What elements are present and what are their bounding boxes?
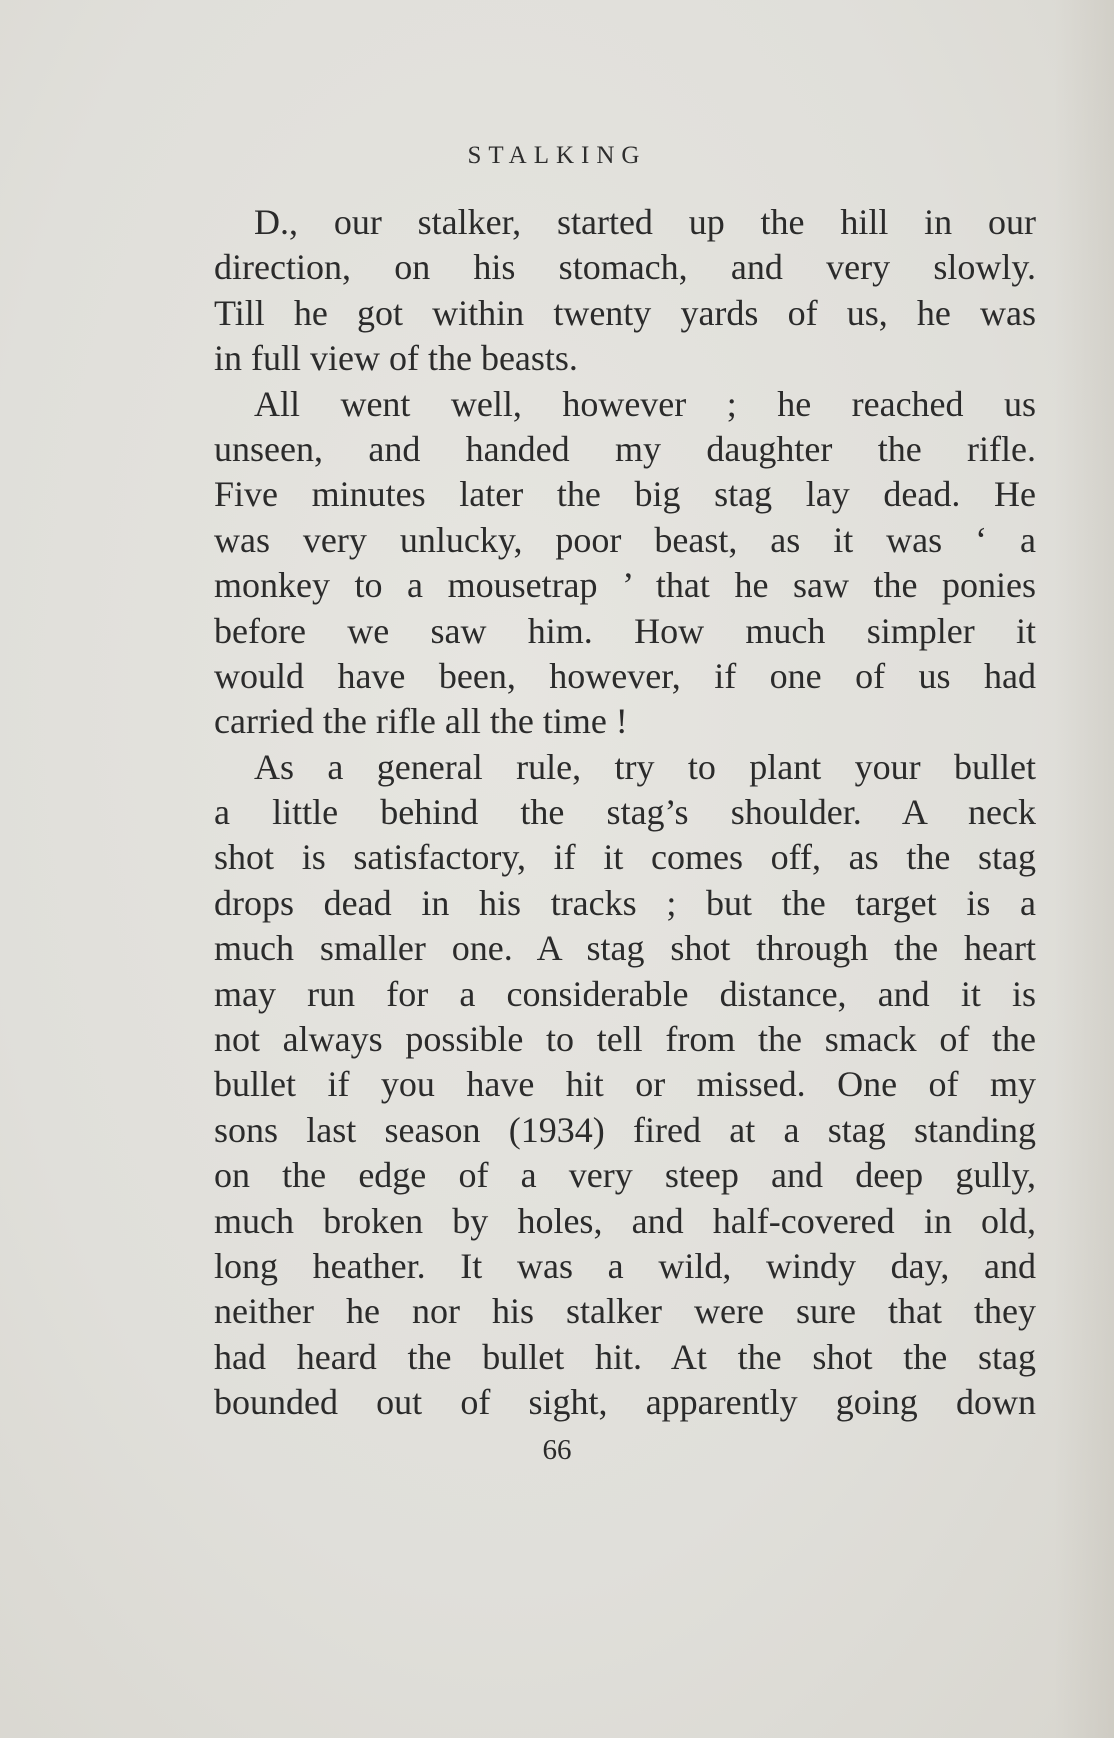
text-line: neither he nor his stalker were sure that they [214, 1291, 1036, 1332]
text-line: before we saw him. How much simpler it [214, 610, 1036, 651]
text-line: would have been, however, if one of us had [214, 655, 1036, 696]
page-edge-shadow [1054, 0, 1114, 1738]
text-line: As a general rule, try to plant your bullet [254, 746, 1036, 787]
text-line: D., our stalker, started up the hill in our [254, 202, 1036, 242]
text-line: sons last season (1934) fired at a stag standing [214, 1109, 1036, 1150]
body-text [214, 200, 1036, 1426]
running-head: STALKING [467, 142, 647, 169]
text-line: All went well, however ; he reached us [254, 383, 1036, 424]
paragraph-1 [214, 200, 1036, 382]
text-line: drops dead in his tracks ; but the target is a [214, 882, 1036, 923]
paragraph-2 [214, 382, 1036, 745]
text-line: Till he got within twenty yards of us, he was [214, 292, 1036, 333]
text-line: in full view of the beasts. [214, 338, 578, 379]
text-line: on the edge of a very steep and deep gully, [214, 1155, 1036, 1196]
paragraph-3 [214, 745, 1036, 1426]
text-line: had heard the bullet hit. At the shot the stag [214, 1336, 1036, 1377]
text-line: shot is satisfactory, if it comes off, as the stag [214, 837, 1036, 878]
text-line: monkey to a mousetrap ’ that he saw the ponies [214, 565, 1036, 606]
text-line: bounded out of sight, apparently going down [214, 1382, 1036, 1423]
text-line: long heather. It was a wild, windy day, and [214, 1245, 1036, 1286]
text-line: much broken by holes, and half-covered in old, [214, 1200, 1036, 1241]
text-line: unseen, and handed my daughter the rifle. [214, 428, 1036, 469]
text-line: much smaller one. A stag shot through the heart [214, 928, 1036, 969]
page-number: 66 [542, 1434, 572, 1466]
text-line: carried the rifle all the time ! [214, 701, 628, 742]
text-line: was very unlucky, poor beast, as it was ‘ a [214, 519, 1036, 560]
text-line: not always possible to tell from the smack of the [214, 1019, 1036, 1060]
text-line: Five minutes later the big stag lay dead. He [214, 474, 1036, 515]
text-line: may run for a considerable distance, and it is [214, 973, 1036, 1014]
text-line: a little behind the stag’s shoulder. A neck [214, 792, 1036, 833]
text-line: bullet if you have hit or missed. One of my [214, 1064, 1036, 1105]
text-line: direction, on his stomach, and very slowly. [214, 247, 1036, 288]
